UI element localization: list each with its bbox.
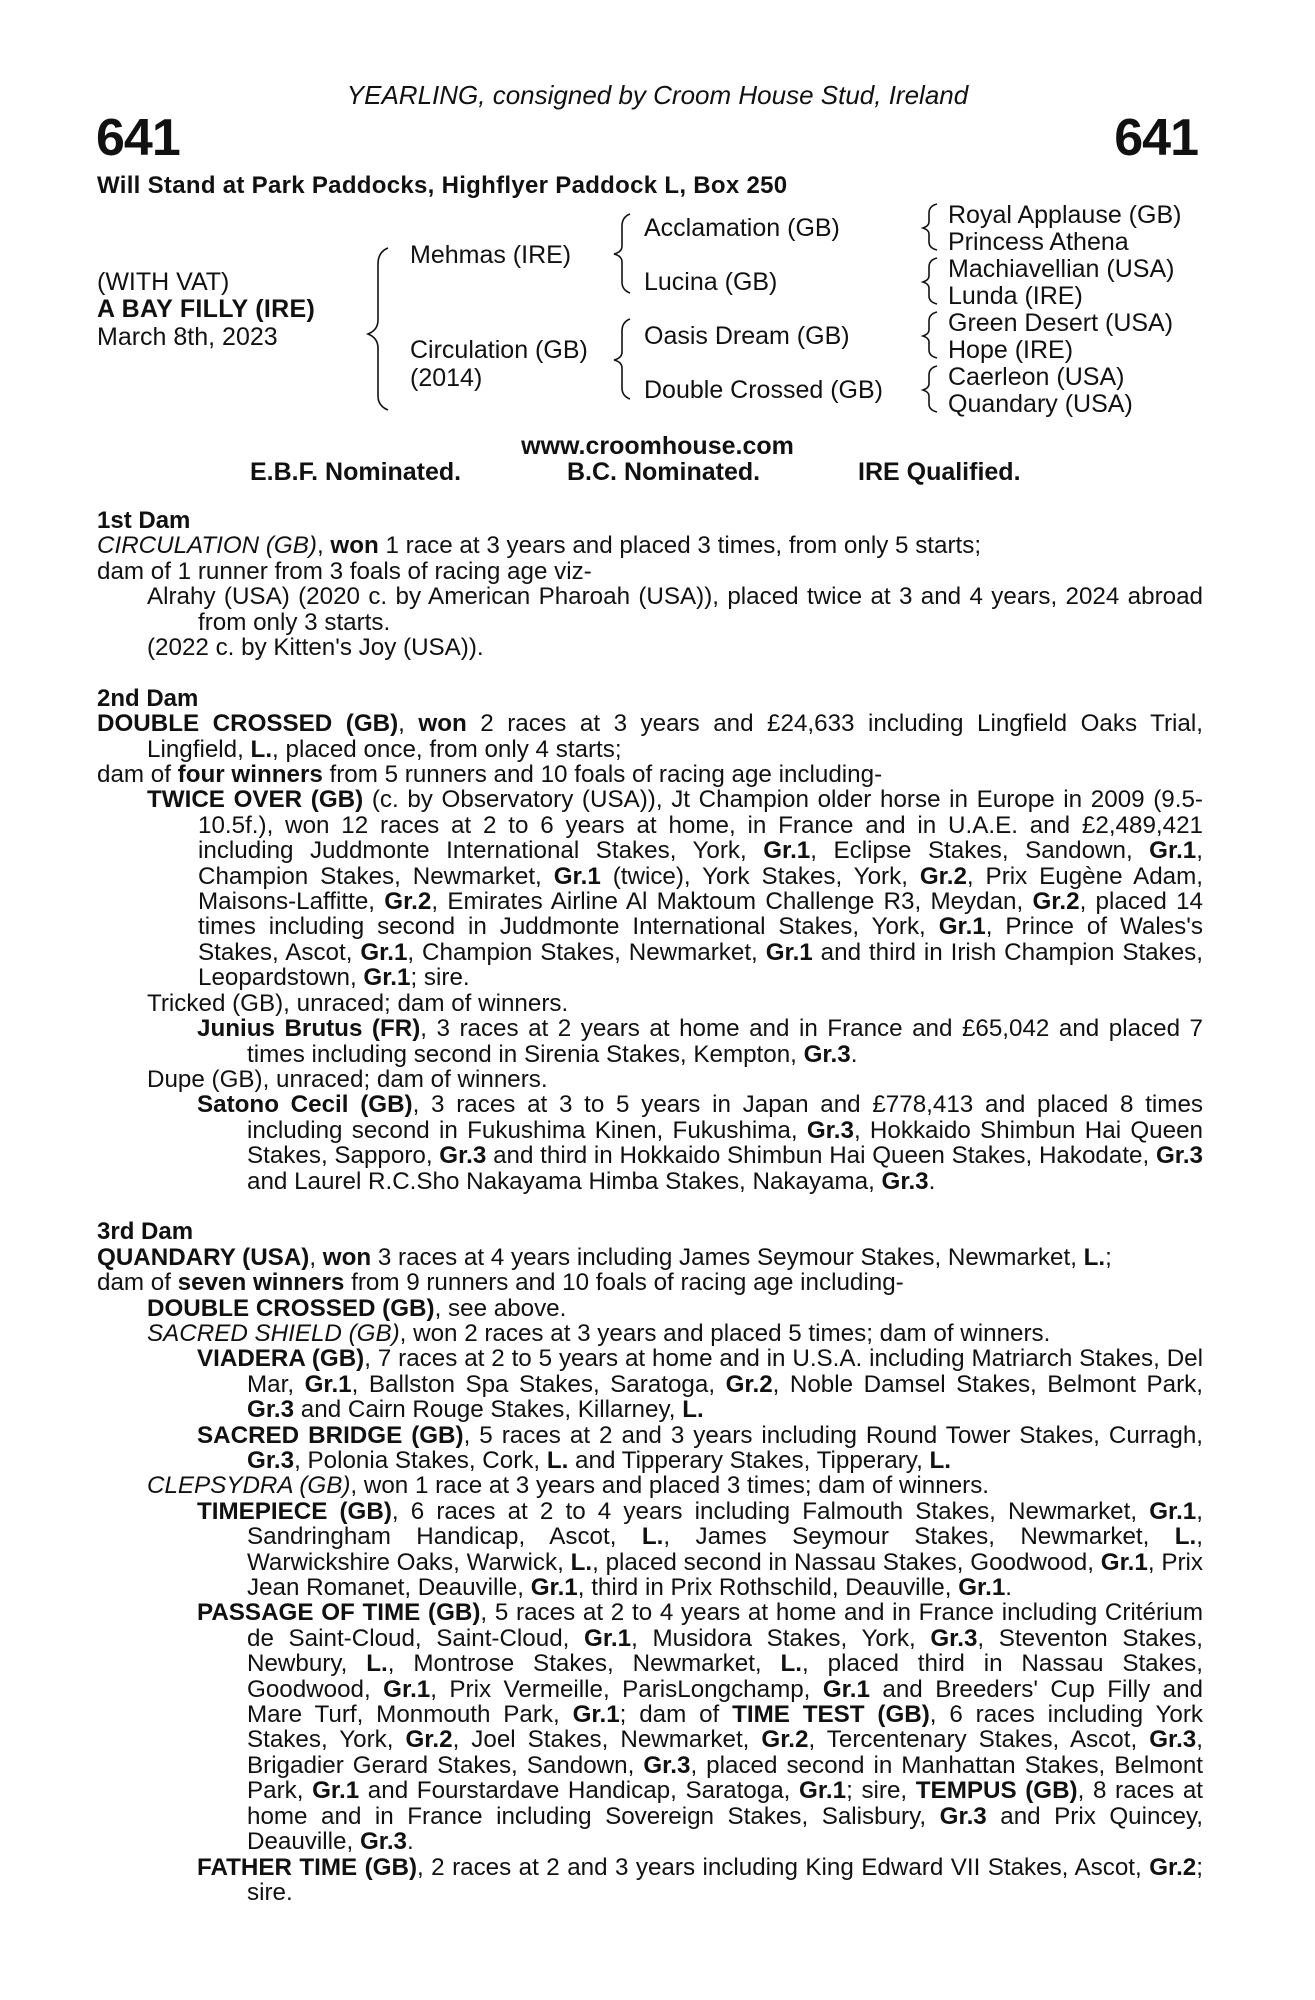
first-dam-heading: 1st Dam: [97, 507, 191, 534]
pedigree-gen3-1: Acclamation (GB): [644, 214, 840, 242]
brace-gen3-1: [923, 204, 937, 250]
tricked-entry: Tricked (GB), unraced; dam of winners.: [147, 989, 569, 1017]
lot-horse-name: A BAY FILLY (IRE): [97, 295, 316, 323]
catalogue-body: [97, 508, 1203, 1905]
brace-gen2-sire: [614, 214, 630, 293]
satono-cecil-entry: Satono Cecil (GB), 3 races at 3 to 5 years in Japan and £778,413 and placed 8 times including second in Fukushima Kinen, Fukushima, Gr.3, Hokkaido Shimbun Hai Queen Stakes, Sapporo, Gr.3 and third in Hokkaido Shimbun Hai Queen Stakes, Hakodate, Gr.3 and Laurel R.C.Sho Nakayama Himba Stakes, Nakayama, Gr.3.: [197, 1091, 1204, 1195]
pedigree-gen4-8: Quandary (USA): [948, 390, 1133, 418]
first-dam-produce-intro: dam of 1 runner from 3 foals of racing age viz-: [97, 557, 592, 585]
dupe-entry: Dupe (GB), unraced; dam of winners.: [147, 1065, 548, 1093]
stand-location: Will Stand at Park Paddocks, Highflyer Paddock L, Box 250: [97, 172, 788, 199]
pedigree-gen3-2: Lucina (GB): [644, 268, 778, 296]
lot-number-left: 641: [96, 109, 180, 167]
lot-number-right: 641: [1114, 109, 1198, 167]
brace-gen2-dam: [614, 319, 630, 399]
twice-over-entry: TWICE OVER (GB) (c. by Observatory (USA)), Jt Champion older horse in Europe in 2009 (9.5-10.5f.), won 12 races at 2 to 6 years at home, in France and in U.A.E. and £2,489,421 including Juddmonte International Stakes, York, Gr.1, Eclipse Stakes, Sandown, Gr.1, Champion Stakes, Newmarket, Gr.1 (twice), York Stakes, York, Gr.2, Prix Eugène Adam, Maisons-Laffitte, Gr.2, Emirates Airline Al Maktoum Challenge R3, Meydan, Gr.2, placed 14 times including second in Juddmonte International Stakes, York, Gr.1, Prince of Wales's Stakes, Ascot, Gr.1, Champion Stakes, Newmarket, Gr.1 and third in Irish Champion Stakes, Leopardstown, Gr.1; sire.: [147, 786, 1204, 992]
sacred-shield-entry: SACRED SHIELD (GB), won 2 races at 3 years and placed 5 times; dam of winners.: [147, 1319, 1051, 1347]
pedigree-gen4-1: Royal Applause (GB): [948, 201, 1182, 229]
third-dam-heading: 3rd Dam: [97, 1218, 194, 1246]
stud-website: www.croomhouse.com: [521, 432, 794, 460]
second-dam-produce-intro: dam of four winners from 5 runners and 10 foals of racing age including-: [97, 761, 883, 789]
pedigree-gen4-2: Princess Athena: [948, 228, 1129, 256]
passage-of-time-entry: PASSAGE OF TIME (GB), 5 races at 2 to 4 years at home and in France including Critérium de Saint-Cloud, Saint-Cloud, Gr.1, Musidora Stakes, York, Gr.3, Steventon Stakes, Newbury, L., Montrose Stakes, Newmarket, L., placed third in Nassau Stakes, Goodwood, Gr.1, Prix Vermeille, ParisLongchamp, Gr.1 and Breeders' Cup Filly and Mare Turf, Monmouth Park, Gr.1; dam of TIME TEST (GB), 6 races including York Stakes, York, Gr.2, Joel Stakes, Newmarket, Gr.2, Tercentenary Stakes, Ascot, Gr.3, Brigadier Gerard Stakes, Sandown, Gr.3, placed second in Manhattan Stakes, Belmont Park, Gr.1 and Fourstardave Handicap, Saratoga, Gr.1; sire, TEMPUS (GB), 8 races at home and in France including Sovereign Stakes, Salisbury, Gr.3 and Prix Quincey, Deauville, Gr.3.: [197, 1599, 1204, 1856]
third-dam-produce-intro: dam of seven winners from 9 runners and 10 foals of racing age including-: [97, 1269, 904, 1297]
pedigree-gen3-3: Oasis Dream (GB): [644, 322, 850, 350]
ebf-nomination: E.B.F. Nominated.: [250, 458, 462, 486]
second-dam-record: DOUBLE CROSSED (GB), won 2 races at 3 years and £24,633 including Lingfield Oaks Trial, Lingfield, L., placed once, from only 4 starts;: [97, 710, 1203, 763]
dam-year: (2014): [410, 364, 483, 392]
pedigree-gen4-6: Hope (IRE): [948, 336, 1074, 364]
brace-gen3-3: [923, 312, 937, 358]
junius-brutus-entry: Junius Brutus (FR), 3 races at 2 years at home and in France and £65,042 and placed 7 times including second in Sirenia Stakes, Kempton, Gr.3.: [197, 1015, 1203, 1068]
brace-gen3-2: [923, 258, 937, 304]
pedigree-gen3-4: Double Crossed (GB): [644, 376, 883, 404]
pedigree-gen4-4: Lunda (IRE): [948, 282, 1083, 310]
third-dam-record: QUANDARY (USA), won 3 races at 4 years including James Seymour Stakes, Newmarket, L.;: [97, 1243, 1112, 1271]
timepiece-entry: TIMEPIECE (GB), 6 races at 2 to 4 years including Falmouth Stakes, Newmarket, Gr.1, Sandringham Handicap, Ascot, L., James Seymour Stakes, Newmarket, L., Warwickshire Oaks, Warwick, L., placed second in Nassau Stakes, Goodwood, Gr.1, Prix Jean Romanet, Deauville, Gr.1, third in Prix Rothschild, Deauville, Gr.1.: [197, 1497, 1204, 1602]
double-crossed-entry: DOUBLE CROSSED (GB), see above.: [147, 1294, 567, 1322]
viadera-entry: VIADERA (GB), 7 races at 2 to 5 years at home and in U.S.A. including Matriarch Stakes, Del Mar, Gr.1, Ballston Spa Stakes, Saratoga, Gr.2, Noble Damsel Stakes, Belmont Park, Gr.3 and Cairn Rouge Stakes, Killarney, L.: [197, 1345, 1203, 1424]
sire-name: Mehmas (IRE): [410, 241, 572, 269]
clepsydra-entry: CLEPSYDRA (GB), won 1 race at 3 years and placed 3 times; dam of winners.: [147, 1472, 990, 1500]
pedigree-gen4-5: Green Desert (USA): [948, 309, 1174, 337]
consignment-line: YEARLING, consigned by Croom House Stud, Ireland: [346, 80, 969, 110]
first-dam-produce-2: (2022 c. by Kitten's Joy (USA)).: [147, 634, 484, 662]
second-dam-heading: 2nd Dam: [97, 684, 199, 712]
vat-note: (WITH VAT): [97, 268, 230, 296]
sacred-bridge-entry: SACRED BRIDGE (GB), 5 races at 2 and 3 years including Round Tower Stakes, Curragh, Gr.3, Polonia Stakes, Cork, L. and Tipperary Stakes, Tipperary, L.: [197, 1421, 1203, 1474]
brace-gen3-4: [923, 366, 937, 412]
pedigree-gen4-3: Machiavellian (USA): [948, 255, 1175, 283]
first-dam-record: CIRCULATION (GB), won 1 race at 3 years and placed 3 times, from only 5 starts;: [97, 532, 982, 560]
ire-qualification: IRE Qualified.: [858, 458, 1021, 486]
dam-name: Circulation (GB): [410, 336, 588, 364]
bc-nomination: B.C. Nominated.: [567, 458, 761, 486]
father-time-entry: FATHER TIME (GB), 2 races at 2 and 3 years including King Edward VII Stakes, Ascot, Gr.2; sire.: [197, 1853, 1203, 1906]
brace-gen1: [368, 248, 388, 410]
foaling-date: March 8th, 2023: [97, 323, 278, 351]
first-dam-produce-1: Alrahy (USA) (2020 c. by American Pharoah (USA)), placed twice at 3 and 4 years, 2024 abroad from only 3 starts.: [147, 583, 1203, 636]
pedigree-gen4-7: Caerleon (USA): [948, 363, 1125, 391]
